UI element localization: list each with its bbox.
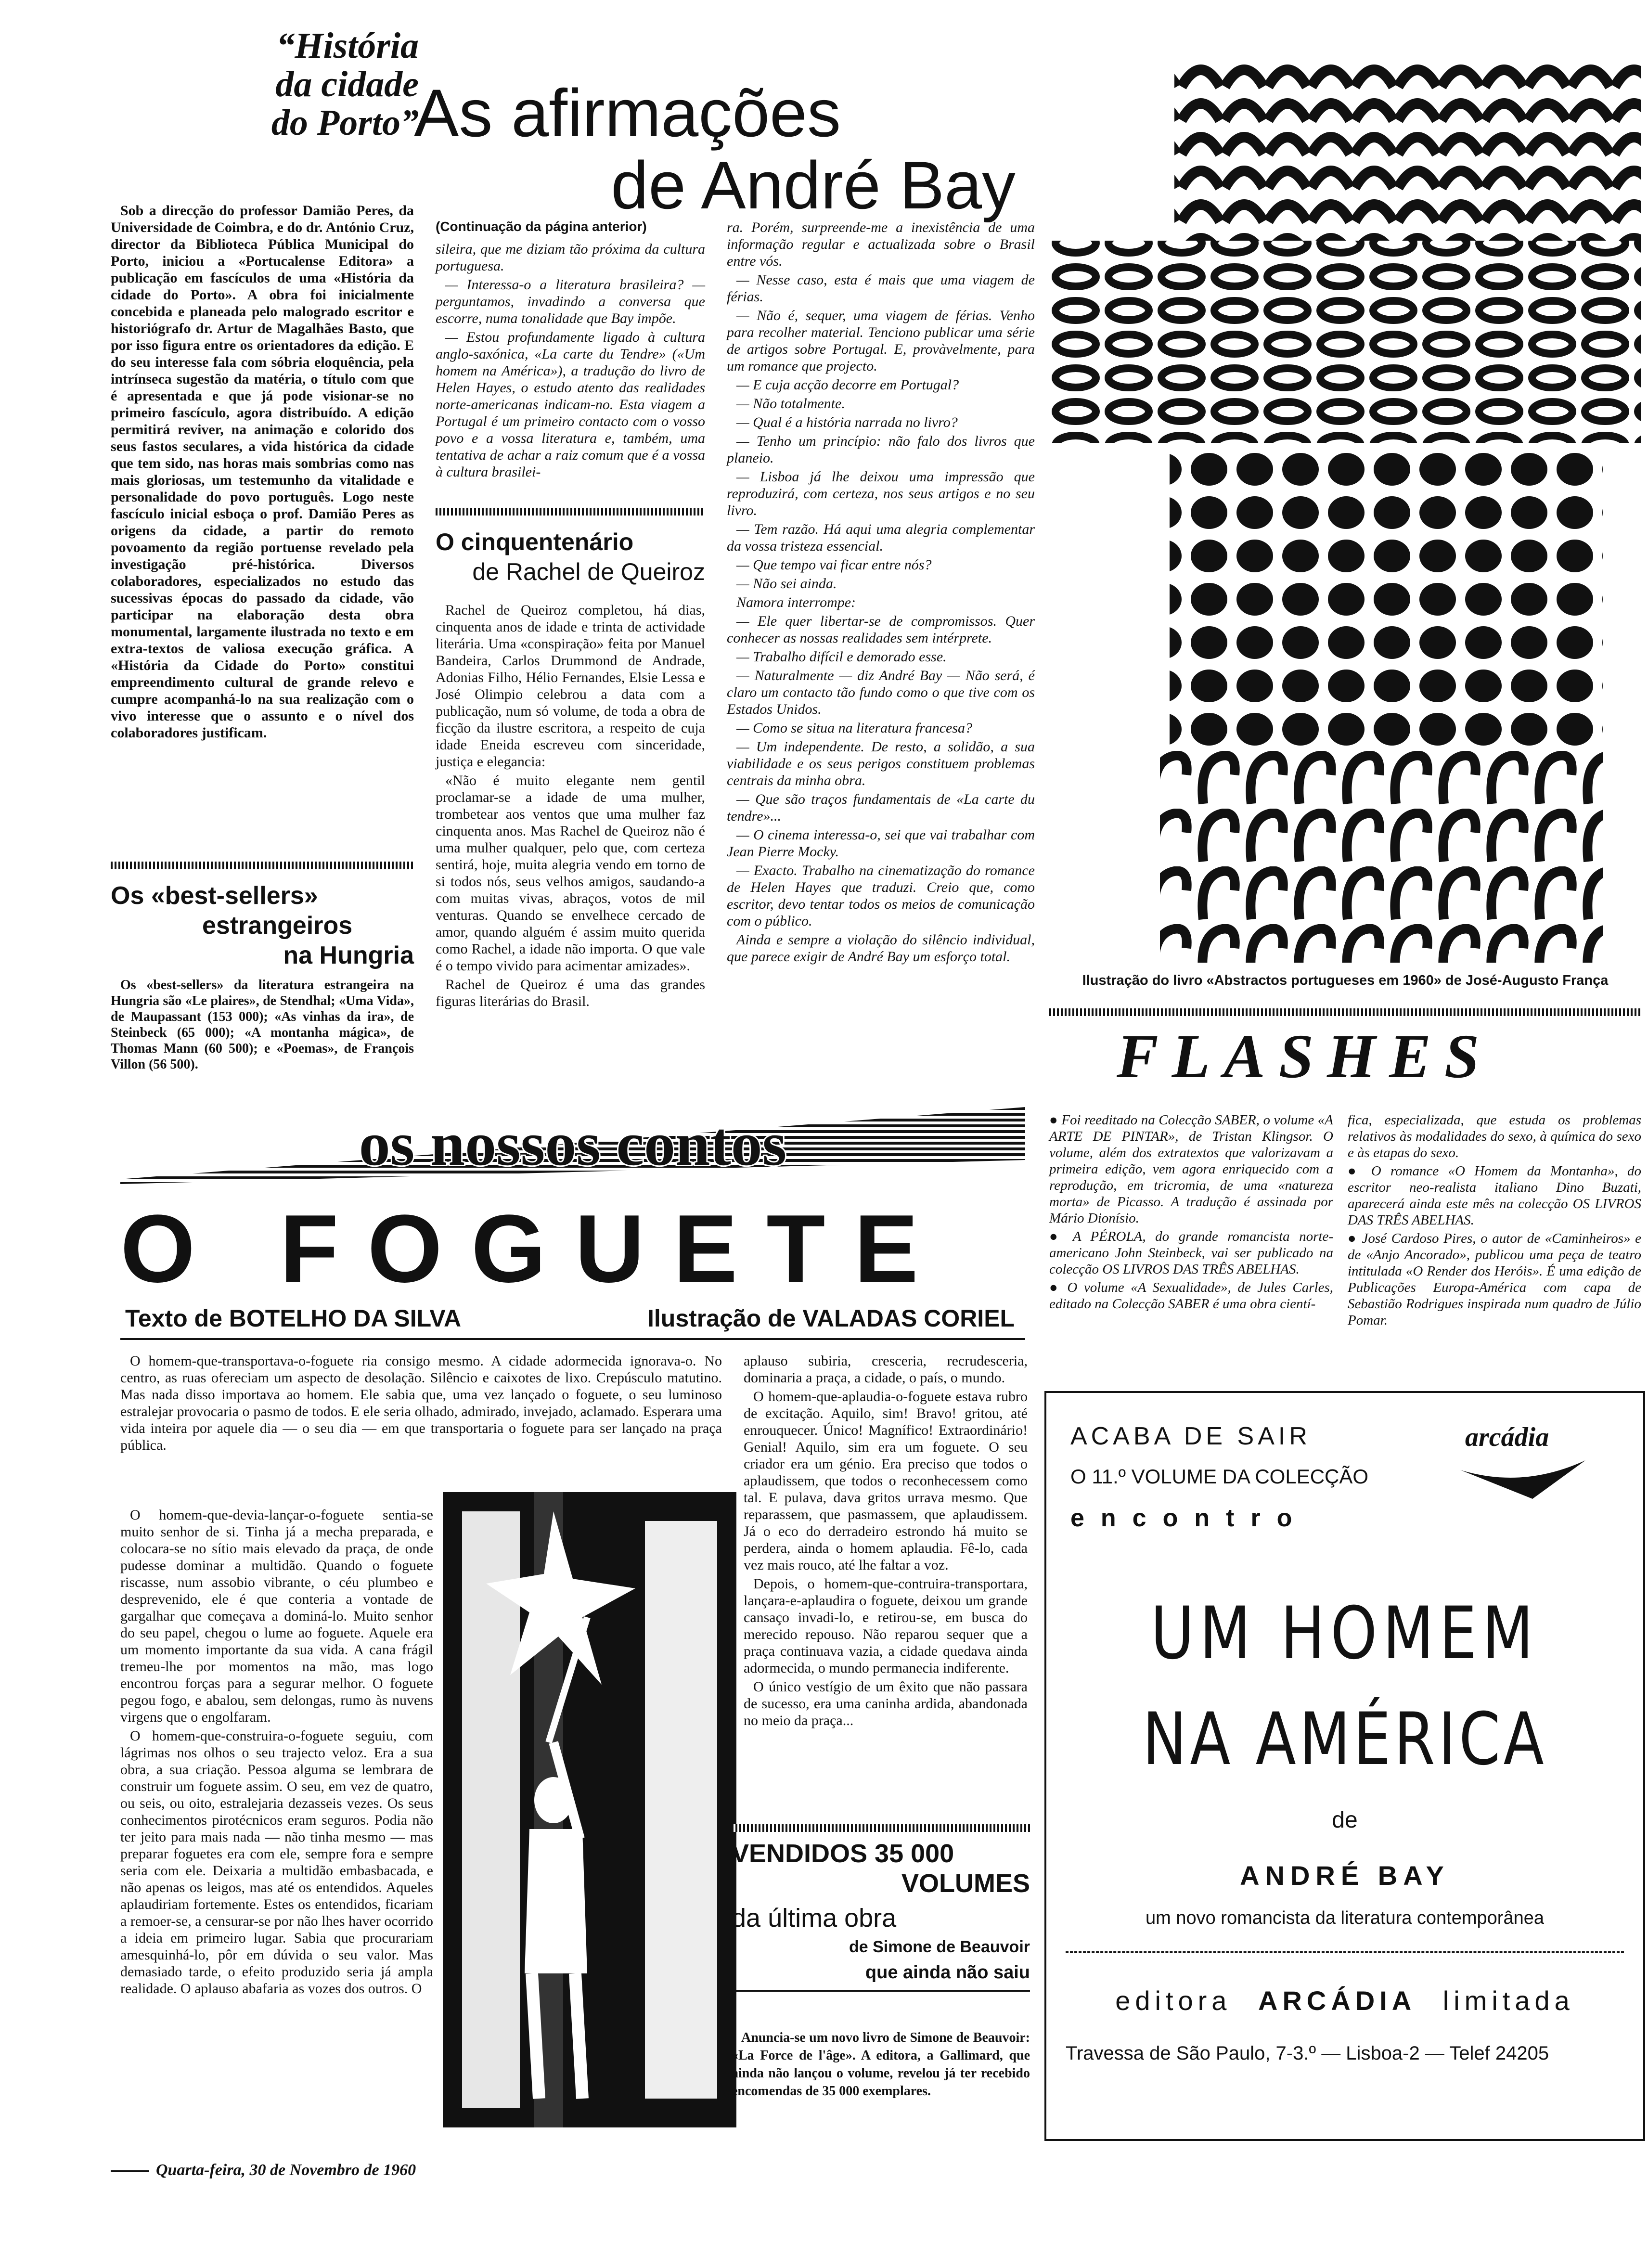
andre-bay-paragraph: — Trabalho difícil e demorado esse. — [736, 649, 947, 665]
andre-bay-paragraph: — Qual é a história narrada no livro? — [736, 414, 958, 430]
andre-bay-paragraph: — Estou profundamente ligado à cultura anglo-saxónica, «La carte du Tendre» («Um homem na América»), a tradução do livro de Helen Hayes, o estudo atento das realidades norte-americanas indicam-no. Esta viagem a Portugal é um primeiro contacto com o vosso povo e a vossa literatura e, também, uma tentativa de achar a raiz comum que é a vossa à cultura brasilei- — [436, 329, 705, 480]
ad-author: ANDRÉ BAY — [1240, 1860, 1450, 1891]
flash-item: ● Foi reeditado na Colecção SABER, o volume «A ARTE DE PINTAR», de Tristan Klingsor. O volume, além dos extratextos que valorizavam a primeira edição, vem agora enriquecido com a reprodução, em tricromia, de uma «natureza morta» de Picasso. A tradução é assinada por Mário Dionísio. — [1049, 1112, 1333, 1226]
queiroz-paragraph: Rachel de Queiroz completou, há dias, cinquenta anos de idade e trinta de actividade literária. Uma «conspiração» feita por Manuel Bandeira, Carlos Drummond de Andrade, Adonias Filho, Hélio Fernandes, Elsie Lessa e José Olimpio celebrou a data com a publicação, num só volume, de toda a obra de ficção da ilustre escritora, a respeito de cuja idade Eneida escreveu com sinceridade, justiça e elegancia: — [436, 602, 705, 770]
historia-title-line: “História — [276, 26, 419, 66]
conto-paragraph: O único vestígio de um êxito que não passara de sucesso, era uma caninha ardida, abandonada no meio da praça... — [744, 1679, 1028, 1728]
vendidos-box — [732, 1839, 1030, 1997]
ad-editora-name: ARCÁDIA — [1258, 1985, 1416, 2016]
andre-bay-paragraph: — Interessa-o a literatura brasileira? — perguntamos, invadindo a conversa que escorre, numa tonalidade que Bay impõe. — [436, 277, 705, 326]
andre-bay-paragraph: — Naturalmente — diz André Bay — Não será, é claro um contacto tão fundo como o que tive com os Estados Unidos. — [727, 668, 1035, 717]
divider — [1066, 1951, 1624, 1953]
flash-item: ● José Cardoso Pires, o autor de «Caminheiros» e de «Anjo Ancorado», publicou uma peça de teatro intitulada «O Render dos Heróis». É uma edição de Publicações Europa-América com capa de Sebastião Rodrigues inspirada num quadro de Júlio Pomar. — [1348, 1231, 1641, 1328]
ad-editora — [1046, 1985, 1643, 2016]
andre-bay-paragraph: — Não sei ainda. — [736, 576, 837, 592]
queiroz-title-line: de Rachel de Queiroz — [472, 558, 705, 585]
andre-bay-title — [414, 77, 1035, 221]
historia-body — [111, 202, 414, 743]
andre-bay-paragraph: — Não é, sequer, uma viagem de férias. Venho para recolher material. Tenciono publicar uma série de artigos sobre Portugal. E, provàvelmente, para um romance que projecto. — [727, 308, 1035, 374]
bestsellers-title-line: Os «best-sellers» — [111, 882, 318, 910]
divider — [120, 1338, 1025, 1340]
arcadia-logo: arcádia — [1465, 1422, 1549, 1452]
queiroz-paragraph: Rachel de Queiroz é uma das grandes figuras literárias do Brasil. — [436, 977, 705, 1009]
queiroz-paragraph: «Não é muito elegante nem gentil proclamar-se a idade de uma mulher, trombetear aos ventos que uma mulher faz cinquenta anos. Mas Rachel de Queiroz não é uma mulher qualquer, pelo que, com certeza sentirá, hoje, muita alegria vendo em torno de si todos nós, seus velhos amigos, saudando-a com muitas vivas, abraços, votos de mil venturas. Quando se envelhece cercado de amor, quando alguém é assim muito querida como Rachel, a idade não importa. O que vale é o tempo vivido para acimentar amizades». — [436, 773, 705, 974]
andre-bay-title-line: As afirmações — [414, 75, 841, 151]
flash-item: ● O romance «O Homem da Montanha», do escritor neo-realista italiano Dino Buzati, aparecerá ainda este mês na colecção OS LIVROS DAS TRÊS ABELHAS. — [1348, 1163, 1641, 1228]
contos-banner — [120, 1107, 1025, 1184]
ad-title-line2: NA AMÉRICA — [1142, 1698, 1547, 1781]
bestsellers-body — [111, 977, 414, 1074]
chain-pattern — [1049, 241, 1641, 443]
continuation-note: (Continuação da página anterior) — [436, 219, 647, 234]
andre-bay-paragraph: — Que tempo vai ficar entre nós? — [736, 557, 932, 573]
andre-bay-paragraph: — Tem razão. Há aqui uma alegria complementar da vossa tristeza essencial. — [727, 521, 1035, 554]
andre-bay-paragraph: — O cinema interessa-o, sei que vai trabalhar com Jean Pierre Mocky. — [727, 827, 1035, 860]
andre-bay-paragraph: — Um independente. De resto, a solidão, a sua viabilidade e os seus perigos constituem problemas centrais da minha obra. — [727, 739, 1035, 788]
divider — [1049, 1008, 1641, 1016]
andre-bay-paragraph: sileira, que me diziam tão próxima da cultura portuguesa. — [436, 241, 705, 274]
ad-de: de — [1332, 1807, 1358, 1833]
vendidos-paragraph: Anuncia-se um novo livro de Simone de Beauvoir: «La Force de l'âge». A editora, a Gallimard, que ainda não lançou o volume, revelou já ter recebido encomendas de 35 000 exemplares. — [732, 2030, 1030, 2099]
hook-pattern — [1160, 751, 1603, 963]
historia-title-line: do Porto” — [271, 103, 419, 143]
historia-paragraph: Sob a direcção do professor Damião Peres, da Universidade de Coimbra, e do dr. António Cruz, director da Biblioteca Pública Municipal do Porto, iniciou a «Portucalense Editora» a publicação em fascículos de uma «História da cidade do Porto». A obra foi inicialmente concebida e planeada pelo malogrado escritor e historiógrafo dr. Artur de Magalhães Basto, que por isso figura entre os orientadores da edição. E do seu interesse fala com sóbria eloquência, pela intrínseca sugestão da matéria, o título com que é apresentada e que já pode visionar-se no primeiro fascículo, agora distribuído. A edição permitirá reviver, na animação e colorido dos seus fastos seculares, a vida histórica da cidade que tem sido, nas horas mais sombrias como nas mais gloriosas, um testemunho da vitalidade e personalidade do povo português. Logo neste fascículo inicial esboça o prof. Damião Peres as origens da cidade, a partir do remoto povoamento da região portuense revelado pela investigação pré-histórica. Diversos colaboradores, especializados no estudo das sucessivas épocas do passado da cidade, vão participar na elaboração desta obra monumental, largamente ilustrada no texto e em extra-textos de valiosa execução gráfica. A «História da Cidade do Porto» constitui empreendimento cultural de grande relevo e cumpre acompanhá-lo na sua realização com o vivo interesse que o assunto e o nível dos colaboradores justificam. — [111, 203, 414, 741]
conto-paragraph: Depois, o homem-que-contruira-transportara, lançara-e-aplaudira o foguete, deixou um grande cansaço invadi-lo, e retirou-se, em busca do merecido repouso. Não reparou sequer que a praça continuava vazia, a cidade quedava ainda adormecida, o mundo permanecia indiferente. — [744, 1576, 1028, 1676]
divider — [436, 508, 705, 515]
andre-bay-col2 — [727, 219, 1035, 967]
bestsellers-title-line: na Hungria — [283, 941, 414, 969]
historia-title — [111, 26, 419, 142]
vendidos-note: que ainda não saiu — [865, 1962, 1030, 1983]
footer-date — [111, 2161, 416, 2179]
conto-paragraph: O homem-que-aplaudia-o-foguete estava rubro de excitação. Aquilo, sim! Bravo! gritou, até enrouquecer. Único! Magnífico! Extraordinário! Genial! Aquilo, sim era um foguete. O seu criador era um génio. Era preciso que todos o aplaudissem, que todos o reconhecessem como tal. E pulava, dava gritos urrava mesmo. Que reparassem, que pasmassem, que aplaudissem. Já o eco do derradeiro estrondo há muito se perdera, ainda o homem aplaudia. Fê-lo, cada vez mais rouco, até lhe faltar a voz. — [744, 1389, 1028, 1573]
andre-bay-paragraph: — Não totalmente. — [736, 396, 845, 412]
andre-bay-paragraph: Ainda e sempre a violação do silêncio individual, que parece exigir de André Bay um esforço total. — [727, 932, 1035, 965]
queiroz-title — [436, 527, 705, 587]
conto-col2 — [744, 1353, 1028, 1731]
illustration-caption: Ilustração do livro «Abstractos portugueses em 1960» de José-Augusto França — [1082, 973, 1609, 988]
ad-title-line1: UM HOMEM — [1150, 1592, 1539, 1675]
flashes-title: FLASHES — [1117, 1022, 1493, 1091]
divider — [732, 1990, 1030, 1992]
ad-tagline: um novo romancista da literatura contemporânea — [1145, 1908, 1544, 1928]
bestsellers-paragraph: Os «best-sellers» da literatura estrangeira na Hungria são «Le plaires», de Stendhal; «Uma Vida», de Maupassant (153 000); «As vinhas da ira», de Steinbeck (65 000); «A montanha mágica», de Thomas Mann (60 500); e «Poemas», de François Villon (56 500). — [111, 978, 414, 1072]
andre-bay-paragraph: — E cuja acção decorre em Portugal? — [736, 377, 959, 393]
andre-bay-paragraph: — Exacto. Trabalho na cinematização do romance de Helen Hayes que traduzi. Creio que, como escritor, devo tentar todos os meios de comunicação com o público. — [727, 863, 1035, 929]
conto-paragraph: O homem-que-transportava-o-foguete ria consigo mesmo. A cidade adormecida ignorava-o. No centro, as ruas ofereciam um aspecto de desolação. Silêncio e caixotes de lixo. Crepúsculo matutino. Mas nada disso importava ao homem. Ele sabia que, uma vez lançado o foguete, o seu luminoso estralejar provocaria o pasmo de todos. E ele seria olhado, admirado, invejado, aclamado. Esperara uma vida inteira por aquele dia — o seu dia — em que transportaria o foguete para ser lançado na praça pública. — [120, 1353, 722, 1453]
ad-acaba: ACABA DE SAIR — [1070, 1422, 1311, 1450]
vendidos-headline: VENDIDOS 35 000 — [732, 1839, 954, 1868]
arcadia-logo-mark — [1460, 1460, 1585, 1504]
andre-bay-paragraph: — Que são traços fundamentais de «La carte du tendre»... — [727, 791, 1035, 824]
abstract-illustration — [1049, 58, 1641, 967]
illustration-credit: Ilustração de VALADAS CORIEL — [647, 1305, 1015, 1332]
ad-volume: O 11.º VOLUME DA COLECÇÃO — [1070, 1465, 1369, 1488]
divider — [732, 1824, 1030, 1832]
foguete-title: O FOGUETE — [120, 1195, 947, 1302]
bestsellers-title-line: estrangeiros — [202, 912, 353, 940]
andre-bay-paragraph: — Ele quer libertar-se de compromissos. Quer conhecer as nossas realidades sem intérprete. — [727, 613, 1035, 646]
divider — [111, 862, 414, 869]
andre-bay-paragraph: ra. Porém, surpreende-me a inexistência de uma informação regular e actualizada sobre o Brasil entre vós. — [727, 219, 1035, 269]
queiroz-title-line: O cinquentenário — [436, 528, 634, 555]
ad-address: Travessa de São Paulo, 7-3.º — Lisboa-2 — Telef 24205 — [1066, 2043, 1549, 2064]
andre-bay-paragraph: — Como se situa na literatura francesa? — [736, 720, 973, 736]
andre-bay-paragraph: — Lisboa já lhe deixou uma impressão que reproduzirá, com certeza, nos seus artigos e no seu livro. — [727, 469, 1035, 518]
conto-paragraph: O homem-que-construira-o-foguete seguiu, com lágrimas nos olhos o seu trajecto veloz. Era a sua obra, a sua criação. Pessoa alguma se lembrara de construir um foguete assim. O seu, em vez de quatro, ou seis, ou oito, estralejaria dezasseis vezes. Os seus conhecimentos pirotécnicos eram seguros. Podia não ter jeito para mais nada — não tinha mesmo — mas preparar foguetes era com ele, sempre fora e sempre seria com ele. Deixaria a multidão embasbacada, e não apenas os leigos, mas até os entendidos. Aqueles aplaudiriam fortemente. Estes os entendidos, ficariam a remoer-se, a censurar-se por não lhes haver ocorrido a ideia em primeiro lugar. Sabia que procurariam amesquinhá-lo, pôr em dúvida o seu valor. Mas demasiado tarde, o efeito produzido seria já ampla realidade. O aplauso abafaria as vozes dos outros. O — [120, 1728, 433, 1997]
arc-pattern — [1174, 58, 1641, 241]
queiroz-body — [436, 602, 705, 1012]
flash-item: ● O volume «A Sexualidade», de Jules Carles, editado na Colecção SABER é uma obra cientí- — [1049, 1280, 1333, 1312]
footer-dash — [111, 2170, 149, 2172]
footer-date-text: Quarta-feira, 30 de Novembro de 1960 — [156, 2161, 416, 2179]
conto-col1 — [120, 1507, 433, 1999]
vendidos-author: de Simone de Beauvoir — [849, 1938, 1030, 1956]
ad-encontro: encontro — [1070, 1504, 1309, 1532]
andre-bay-col1 — [436, 241, 705, 482]
andre-bay-paragraph: Namora interrompe: — [736, 594, 856, 610]
vendidos-headline: VOLUMES — [901, 1869, 1030, 1898]
flashes-col1 — [1049, 1112, 1333, 1314]
contos-banner-text: os nossos contos — [359, 1109, 787, 1179]
vendidos-subhead: da última obra — [732, 1904, 897, 1933]
conto-intro — [120, 1353, 722, 1456]
text-credit: Texto de BOTELHO DA SILVA — [125, 1305, 462, 1332]
andre-bay-title-line: de André Bay — [611, 147, 1016, 223]
blob-pattern — [1170, 443, 1603, 751]
vendidos-body — [732, 2029, 1030, 2102]
flash-item: fica, especializada, que estuda os problemas relativos às modalidades do sexo, à química do sexo e às etapas do sexo. — [1348, 1112, 1641, 1160]
historia-title-line: da cidade — [275, 64, 419, 104]
andre-bay-paragraph: — Tenho um princípio: não falo dos livros que planeio. — [727, 433, 1035, 466]
conto-paragraph: O homem-que-devia-lançar-o-foguete sentia-se muito senhor de si. Tinha já a mecha preparada, e colocara-se no sítio mais elevado da praça, de onde pudesse dominar a multidão. Quando o foguete riscasse, num assobio vibrante, o céu plumbeo e desprevenido, ele é que conteria a vontade de gargalhar que começava a dominá-lo. Muito senhor do seu papel, chegou o lume ao foguete. Aquele era um momento importante da sua vida. A cana frágil tremeu-lhe por momentos na mão, mas logo encontrou forças para a segurar melhor. O foguete pegou fogo, e abalou, sem delongas, rumo às nuvens virgens que o engolfaram. — [120, 1507, 433, 1725]
andre-bay-paragraph: — Nesse caso, esta é mais que uma viagem de férias. — [727, 272, 1035, 305]
arcadia-advertisement — [1044, 1391, 1645, 2141]
rocket-illustration — [443, 1492, 736, 2127]
ad-editora-prefix: editora — [1115, 1985, 1232, 2016]
flashes-col2 — [1348, 1112, 1641, 1330]
flash-item: ● A PÉROLA, do grande romancista norte-americano John Steinbeck, vai ser publicado na colecção OS LIVROS DAS TRÊS ABELHAS. — [1049, 1229, 1334, 1277]
conto-paragraph: aplauso subiria, cresceria, recrudesceria, dominaria a praça, a cidade, o país, o mundo. — [744, 1353, 1028, 1386]
bestsellers-title — [111, 881, 414, 970]
ad-editora-suffix: limitada — [1442, 1985, 1574, 2016]
